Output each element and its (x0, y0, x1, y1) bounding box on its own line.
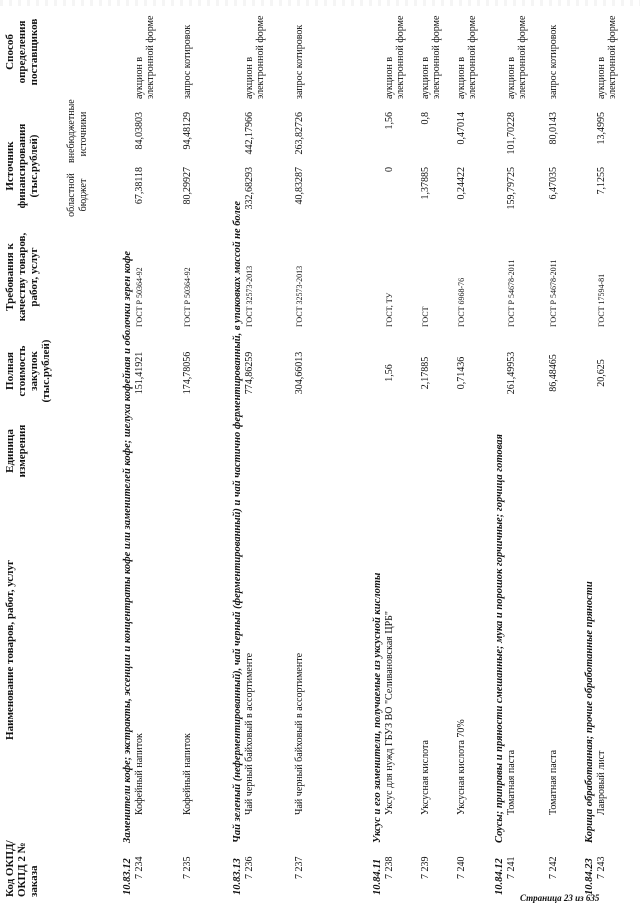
item-requirements: ГОСТ (421, 306, 430, 327)
item-name: Лавровый лист (596, 750, 607, 815)
item-method: аукцион в электронной форме (596, 15, 618, 99)
header-unit: Единица измерения (4, 424, 28, 478)
item-cost: 0,71436 (456, 356, 467, 390)
order-number: 7 240 (456, 856, 467, 879)
order-number: 7 239 (420, 856, 431, 879)
item-finance-regional: 332,68293 (244, 167, 255, 210)
item-requirements: ГОСТ Р 50364-92 (183, 267, 192, 327)
table-header (4, 0, 114, 905)
item-method: запрос котировок (548, 24, 559, 99)
item-finance-regional: 1,37885 (420, 167, 431, 200)
order-number: 7 237 (294, 856, 305, 879)
item-name: Чай черный байховый в ассортименте (244, 652, 255, 815)
order-number: 7 235 (182, 856, 193, 879)
item-cost: 174,78056 (182, 351, 193, 395)
item-requirements: ГОСТ Р 54678-2011 (507, 259, 516, 327)
item-requirements: ГОСТ Р 54678-2011 (549, 259, 558, 327)
item-cost: 304,66013 (294, 351, 305, 395)
item-finance-offbudget: 101,70228 (506, 112, 517, 155)
item-cost: 1,56 (384, 364, 395, 382)
order-number: 7 236 (244, 856, 255, 879)
item-finance-offbudget: 442,17966 (244, 112, 255, 155)
section-title: Уксус и его заменители, получаемые из уксусной кислоты (372, 572, 383, 843)
order-number: 7 241 (506, 856, 517, 879)
item-cost: 774,86259 (244, 351, 255, 395)
item-finance-regional: 7,1255 (596, 167, 607, 195)
item-cost: 20,625 (596, 359, 607, 387)
item-method: запрос котировок (294, 24, 305, 99)
item-finance-regional: 0 (384, 167, 395, 172)
item-cost: 86,48465 (548, 354, 559, 392)
item-finance-regional: 0,24422 (456, 167, 467, 200)
item-method: аукцион в электронной форме (134, 15, 156, 99)
item-name: Томатная паста (548, 749, 559, 815)
item-requirements: ГОСТ, ТУ (385, 292, 394, 327)
item-requirements: ГОСТ 32573-2013 (245, 265, 254, 327)
header-cost: Полная стоимость закупок (тыс.рублей) (4, 339, 52, 403)
item-name: Уксусная кислота 70% (456, 719, 467, 815)
section-code: 10.84.12 (494, 858, 505, 895)
item-finance-offbudget: 0,8 (420, 112, 431, 125)
item-finance-offbudget: 94,48129 (182, 112, 193, 150)
header-code: Код ОКПД/ ОКПД 2 № заказа (4, 840, 40, 897)
item-name: Уксусная кислота (420, 740, 431, 815)
section-code: 10.83.12 (122, 858, 133, 895)
item-finance-regional: 6,47035 (548, 167, 559, 200)
item-cost: 261,49953 (506, 351, 517, 395)
item-name: Кофейный напиток (182, 733, 193, 815)
header-requirements: Требования к качеству товаров, работ, услуг (4, 232, 40, 322)
item-finance-regional: 67,38118 (134, 167, 145, 205)
header-finance-regional: областной бюджет (66, 173, 89, 217)
header-method: Способ определения поставщиков (4, 18, 40, 86)
item-finance-offbudget: 84,03803 (134, 112, 145, 150)
item-finance-regional: 40,83287 (294, 167, 305, 205)
section-code: 10.84.23 (584, 858, 595, 895)
item-requirements: ГОСТ 32573-2013 (295, 265, 304, 327)
section-title: Заменители кофе; экстракты, эссенции и концентраты кофе или заменителей кофе; шелуха кофейная и оболочки зерен кофе (122, 250, 133, 843)
item-finance-regional: 80,29927 (182, 167, 193, 205)
section-title: Чай зеленый (неферментированный), чай черный (ферментированный) и чай частично ферментированный, в упаковках массой не более (232, 200, 243, 843)
item-requirements: ГОСТ 17594-81 (597, 273, 606, 327)
page-footer: Страница 23 из 635 (520, 893, 600, 903)
item-method: аукцион в электронной форме (506, 15, 528, 99)
section-code: 10.83.13 (232, 858, 243, 895)
item-requirements: ГОСТ Р 50364-92 (135, 267, 144, 327)
item-finance-regional: 159,79725 (506, 167, 517, 210)
header-finance: Источник финансирования (тыс.рублей) (4, 123, 40, 209)
section-title: Соусы; приправы и пряности смешанные; мука и порошок горчичные; горчица готовая (494, 434, 505, 843)
item-name: Уксус для нужд ГБУЗ ВО "Селивановская ЦРБ" (384, 611, 395, 815)
item-finance-offbudget: 263,82726 (294, 112, 305, 155)
order-number: 7 238 (384, 856, 395, 879)
item-finance-offbudget: 80,0143 (548, 112, 559, 145)
item-method: аукцион в электронной форме (456, 15, 478, 99)
item-method: запрос котировок (182, 24, 193, 99)
item-name: Кофейный напиток (134, 733, 145, 815)
section-title: Корица обработанная; прочие обработанные пряности (584, 581, 595, 843)
header-finance-offbudget: внебюджетные источники (66, 99, 89, 163)
item-cost: 2,17885 (420, 356, 431, 390)
item-finance-offbudget: 0,47014 (456, 112, 467, 145)
item-finance-offbudget: 1,56 (384, 112, 395, 130)
item-name: Чай черный байховый в ассортименте (294, 652, 305, 815)
item-requirements: ГОСТ 6968-76 (457, 277, 466, 327)
order-number: 7 242 (548, 856, 559, 879)
order-number: 7 234 (134, 856, 145, 879)
item-method: аукцион в электронной форме (244, 15, 266, 99)
item-name: Томатная паста (506, 749, 517, 815)
item-finance-offbudget: 13,4995 (596, 112, 607, 145)
item-method: аукцион в электронной форме (384, 15, 406, 99)
order-number: 7 243 (596, 856, 607, 879)
section-code: 10.84.11 (372, 858, 383, 895)
item-cost: 151,41921 (134, 351, 145, 395)
item-method: аукцион в электронной форме (420, 15, 442, 99)
header-name: Наименование товаров, работ, услуг (4, 560, 16, 740)
